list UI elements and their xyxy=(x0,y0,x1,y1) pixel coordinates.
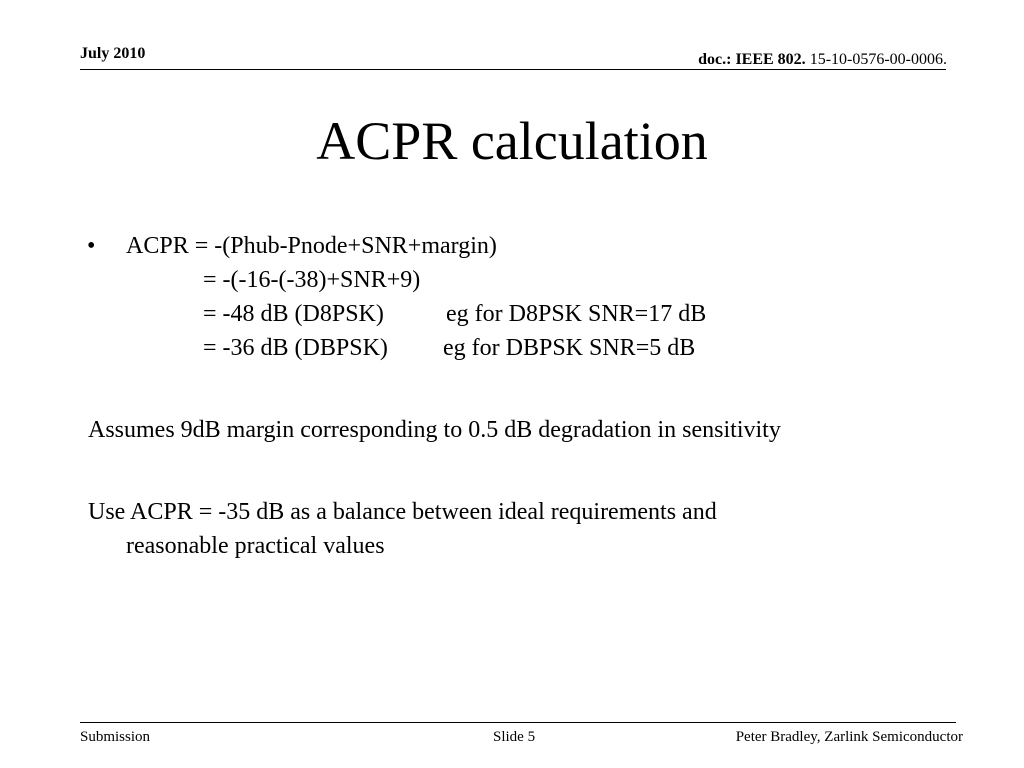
slide-title: ACPR calculation xyxy=(316,111,708,171)
bullet-icon: • xyxy=(87,233,96,259)
header-doc-number: 15-10-0576-00-0006. xyxy=(805,51,947,68)
header-doc-label: doc.: IEEE 802. xyxy=(698,51,806,68)
header-date: July 2010 xyxy=(80,45,146,62)
paragraph-margin-assumption: Assumes 9dB margin corresponding to 0.5 dB degradation in sensitivity xyxy=(88,417,781,443)
footer-author: Peter Bradley, Zarlink Semiconductor xyxy=(735,729,963,745)
paragraph-acpr-choice-line-1: Use ACPR = -35 dB as a balance between ideal requirements and xyxy=(88,499,717,525)
header-divider xyxy=(80,69,946,70)
equation-line-3-note: eg for D8PSK SNR=17 dB xyxy=(446,301,707,327)
equation-line-2: = -(-16-(-38)+SNR+9) xyxy=(203,267,421,293)
footer-slide-number: Slide 5 xyxy=(493,729,536,745)
footer-divider xyxy=(80,722,956,723)
equation-line-3-value: = -48 dB (D8PSK) xyxy=(203,301,384,327)
equation-line-4-value: = -36 dB (DBPSK) xyxy=(203,335,388,361)
equation-line-1: ACPR = -(Phub-Pnode+SNR+margin) xyxy=(126,233,497,259)
footer-submission: Submission xyxy=(80,729,151,745)
header-doc-id xyxy=(698,50,947,70)
paragraph-acpr-choice-line-2: reasonable practical values xyxy=(126,533,385,559)
equation-line-4-note: eg for DBPSK SNR=5 dB xyxy=(443,335,696,361)
